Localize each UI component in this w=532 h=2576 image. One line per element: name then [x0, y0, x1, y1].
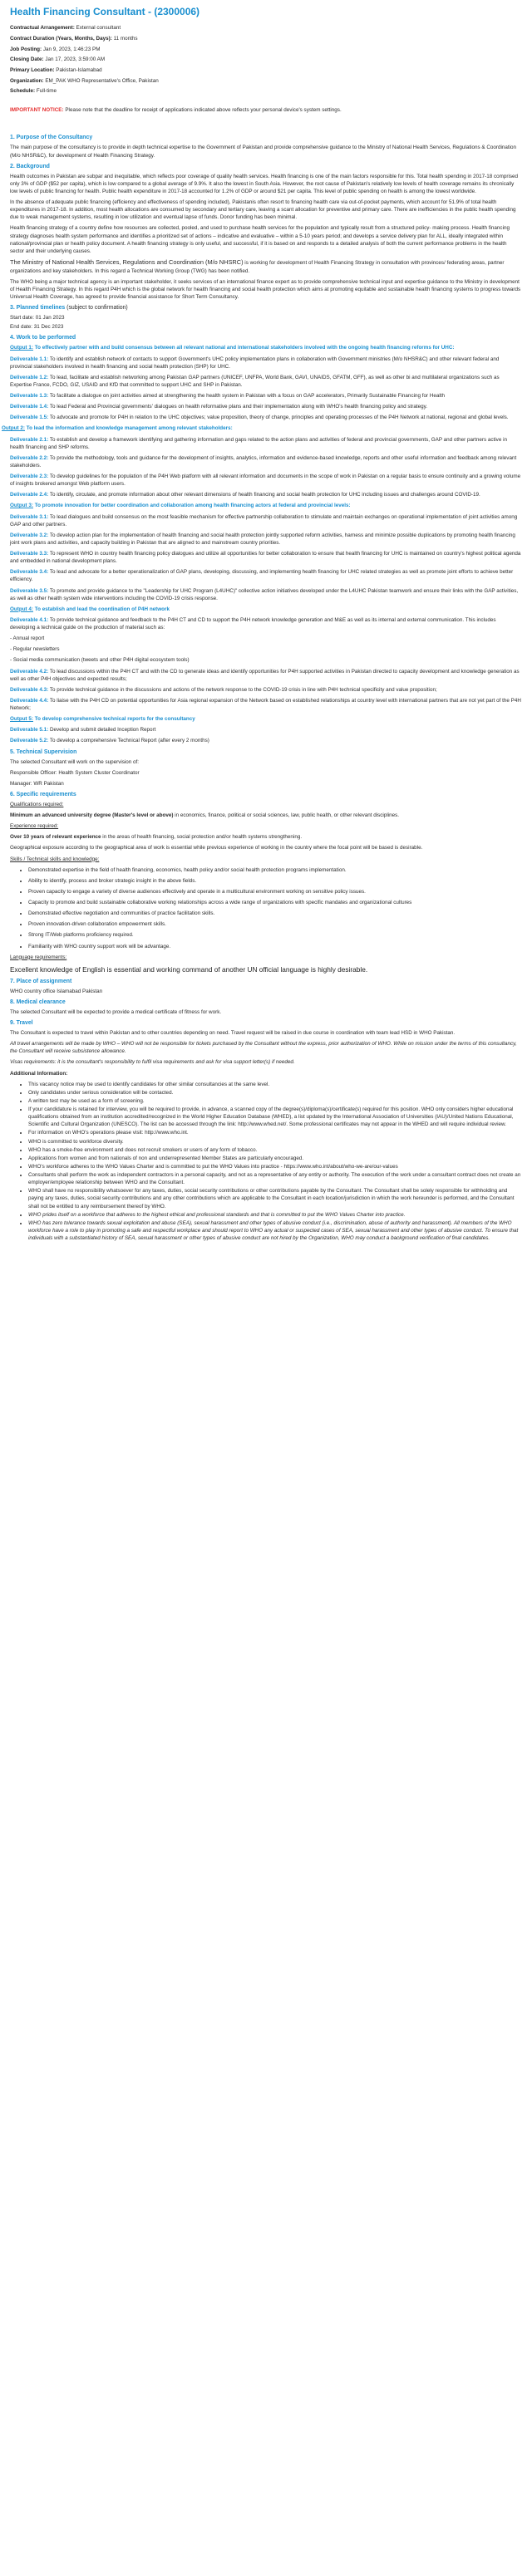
deliverable-text: To provide technical guidance in the discussions and actions of the network response to the COVID-19 crisis in line with P4H technical specificity and value proposition;	[48, 686, 437, 693]
deliverable	[10, 436, 522, 451]
meta-value: Full-time	[36, 88, 57, 95]
meta-row	[10, 87, 522, 95]
deliverable	[10, 403, 522, 410]
deliverable-label: Deliverable 4.2:	[10, 668, 49, 675]
output-label: Output 4:	[10, 606, 33, 612]
section-purpose-heading: 1. Purpose of the Consultancy	[10, 135, 93, 141]
meta-value: EM_PAK WHO Representative's Office, Pakistan	[45, 77, 159, 84]
additional-info-item: • Consultants shall perform the work as independent contractors in a personal capacity, and not as a representative of any entity or authority. The execution of the work under a consultant contract does not create an employer/employee relationship between WHO and the Consultant.	[28, 1171, 522, 1186]
additional-info-item: • WHO prides itself on a workforce that adheres to the highest ethical and professional standards and that is committed to put the WHO Values Charter into practice.	[28, 1211, 522, 1219]
deliverable-label: Deliverable 3.5:	[10, 587, 49, 594]
deliverable-label: Deliverable 2.4:	[10, 492, 49, 498]
output-text: To effectively partner with and build consensus between all relevant national and international stakeholders involved with the ongoing health financing reforms for UHC:	[32, 345, 455, 351]
deliverable-label: Deliverable 3.1:	[10, 513, 49, 520]
deliverable-text: To develop a comprehensive Technical Report (after every 2 months)	[48, 738, 209, 744]
notice-label: IMPORTANT NOTICE:	[10, 107, 64, 114]
meta-value: External consultant	[76, 25, 121, 32]
output-label: Output 2:	[2, 425, 25, 432]
section-medical-heading: 8. Medical clearance	[10, 999, 66, 1005]
meta-value: 11 months	[113, 36, 138, 42]
additional-info-item: • Only candidates under serious consideration will be contacted.	[28, 1089, 522, 1097]
place-text: WHO country office Islamabad Pakistan	[10, 988, 103, 994]
additional-info-item: • If your candidature is retained for interview, you will be required to provide, in advance, a scanned copy of the degree(s)/diploma(s)/certificate(s) required for this position. WHO only considers higher educational qualifications obtained from an institution accredited/recognized in the World Higher Education Database (WHED), a list updated by the International Association of Universities (IAU)/United Nations Educational, Scientific and Cultural Organization (UNESCO). The list can be accessed through the link: http://www.whed.net/. Some professional certificates may not appear in the WHED and will require individual review.	[28, 1106, 522, 1128]
deliverable-text: To lead discussions within the P4H CT and with the CD to generate ideas and identify opportunities for P4H supported activities in Pakistan directed to capacity development and knowledge generation as well as other P4H objectives and expected results;	[10, 668, 520, 682]
additional-info-item: • WHO is committed to workforce diversity.	[28, 1138, 522, 1146]
deliverable-text: To develop action plan for the implementation of health financing and social health protection jointly supported reform activities, harness and minimize possible duplications by promoting health financing joint work plans and activities, and capacity building in Pakistan that are aligned to and mainstream country priorities.	[10, 532, 515, 546]
supervision-p3: Manager: WR Pakistan	[10, 780, 64, 787]
timelines-heading-text: 3. Planned timelines	[10, 305, 66, 312]
deliverable-text: To advocate and promote for P4H in relation to the UHC objectives; value proposition, theory of change, principles and operating processes of the P4H Network at national, regional and global levels.	[48, 415, 509, 421]
deliverable	[10, 616, 522, 631]
deliverable	[10, 726, 522, 734]
skill-item: • Proven capacity to engage a variety of diverse audiences effectively and operate in a multicultural environment working on sensitive policy issues.	[28, 888, 522, 895]
meta-label: Closing Date:	[10, 56, 44, 63]
material-item: - Annual report	[10, 635, 45, 642]
meta-row	[10, 77, 522, 85]
output-heading	[10, 502, 522, 509]
skills-list	[10, 866, 522, 950]
deliverable-label: Deliverable 2.2:	[10, 454, 49, 461]
start-date: Start date: 01 Jan 2023	[10, 315, 65, 321]
supervision-p2: Responsible Officer: Health System Cluster Coordinator	[10, 769, 140, 776]
meta-row	[10, 24, 522, 32]
deliverable-label: Deliverable 1.3:	[10, 393, 49, 399]
deliverable	[10, 374, 522, 389]
deliverable-text: To facilitate a dialogue on joint activities aimed at strengthening the health system in Pakistan with a focus on GAP accelerators, Primarily Sustainable Financing for Health	[48, 393, 446, 399]
output-heading	[2, 424, 522, 432]
deliverable	[10, 587, 522, 602]
deliverable-label: Deliverable 4.1:	[10, 616, 49, 623]
deliverable-label: Deliverable 2.3:	[10, 473, 49, 479]
deliverable-text: To represent WHO in country health financing policy dialogues and utilize all opportunities for better collaboration to ensure that health financing for UHC is maintained on country's highest political agenda and embedded in national development plans.	[10, 551, 521, 565]
travel-p2: All travel arrangements will be made by WHO – WHO will not be responsible for tickets purchased by the Consultant without the express, prior authorization of WHO. While on mission under the terms of this consultancy, the Consultant will receive subsistence allowance.	[10, 1041, 517, 1055]
deliverable-text: To develop guidelines for the population of the P4H Web platform with all relevant information and documents in the scope of work in Pakistan on a regular basis to ensure continuity and a growing volume of insights brokered amongst Web platform users.	[10, 473, 521, 488]
material-item: - Social media communication (tweets and other P4H digital ecosystem tools)	[10, 657, 190, 664]
deliverable-label: Deliverable 1.1:	[10, 356, 49, 362]
meta-row	[10, 66, 522, 74]
meta-label: Organization:	[10, 77, 44, 84]
deliverable-text: To lead Federal and Provincial governments' dialogues on health reformative plans and their implementation along with WHO's health financing policy and strategy.	[48, 404, 428, 410]
additional-info-item: • WHO has zero tolerance towards sexual exploitation and abuse (SEA), sexual harassment and other types of abusive conduct (i.e., discrimination, abuse of authority and harassment). All members of the WHO workforce have a role to play in promoting a safe and respectful workplace and should report to WHO any actual or suspected cases of SEA, sexual harassment and other types of abusive conduct. To ensure that individuals with a substantiated history of SEA, sexual harassment or other types of abusive conduct are not hired by the Organization, WHO may conduct a background verification of final candidates.	[28, 1219, 522, 1242]
deliverable-text: To establish and develop a framework identifying and gathering information and gaps related to the action plans and activities of federal and provincial governments, GAP and other partners active in health financing and SHP reforms.	[10, 436, 507, 450]
experience-text	[10, 833, 522, 841]
section-supervision-heading: 5. Technical Supervision	[10, 748, 77, 755]
output-text: To promote innovation for better coordination and collaboration among health financing actors at federal and provincial levels:	[32, 503, 351, 509]
output-text: To establish and lead the coordination of P4H network	[32, 606, 170, 612]
deliverable	[10, 356, 522, 370]
meta-label: Primary Location:	[10, 66, 55, 73]
travel-p1: The Consultant is expected to travel within Pakistan and to other countries depending on need. Travel request will be raised in due course in coordination with team lead HSD in WHO Pakistan.	[10, 1030, 456, 1037]
section-background-heading: 2. Background	[10, 163, 50, 169]
deliverable-label: Deliverable 5.2:	[10, 738, 49, 744]
skill-item: • Ability to identify, process and broker strategic insight in the above fields.	[28, 877, 522, 885]
deliverable-text: To lead dialogues and build consensus on the most feasible mechanism for effective partnership collaboration to stimulate and maintain exchanges on operational implementation of joint activities among GAP and other partners.	[10, 513, 518, 527]
meta-label: Schedule:	[10, 88, 36, 95]
meta-label: Job Posting:	[10, 46, 42, 52]
notice-text: Please note that the deadline for receipt of applications indicated above reflects your personal device's system settings.	[63, 107, 342, 114]
deliverable	[10, 532, 522, 547]
skill-item: • Demonstrated expertise in the field of health financing, economics, health policy and/or social health protection programs implementation.	[28, 866, 522, 874]
deliverable-label: Deliverable 3.2:	[10, 532, 49, 538]
material-item: - Regular newsletters	[10, 646, 60, 653]
deliverable	[10, 568, 522, 583]
section-requirements-heading: 6. Specific requirements	[10, 791, 76, 797]
important-notice	[10, 106, 522, 114]
output-label: Output 5:	[10, 716, 33, 723]
job-meta	[10, 24, 522, 95]
section-travel-heading: 9. Travel	[10, 1020, 33, 1027]
deliverable-text: To lead, facilitate and establish networking among Pakistan GAP partners (UNICEF, UNFPA, World Bank, GAVI, UNAIDS, GFATM, GFF), as well as other bi and multilateral organizations such as Expertise France, FCDO, GIZ, USAID and KfD that committed to support UHC and SHP in Pakistan.	[10, 374, 500, 388]
meta-label: Contractual Arrangement:	[10, 25, 75, 32]
purpose-text: The main purpose of the consultancy is to provide in depth technical expertise to the Government of Pakistan and provide comprehensive guidance to the Ministry of National Health Services, Regulations & Coordination (M/o NHSR&C), for development of Health Financing Strategy.	[10, 145, 517, 159]
deliverable-label: Deliverable 1.4:	[10, 404, 49, 410]
deliverable-label: Deliverable 1.5:	[10, 415, 49, 421]
meta-row	[10, 46, 522, 53]
qualifications-bold: Minimum an advanced university degree (Master's level or above)	[10, 812, 174, 818]
meta-value: Jan 17, 2023, 3:59:00 AM	[45, 56, 106, 63]
section-timelines-heading	[10, 304, 522, 312]
background-p4	[10, 258, 522, 275]
section-work-heading: 4. Work to be performed	[10, 335, 76, 341]
output-heading	[10, 606, 522, 613]
additional-info-item: • This vacancy notice may be used to identify candidates for other similar consultancies at the same level.	[28, 1081, 522, 1088]
page-title: Health Financing Consultant - (2300006)	[10, 6, 200, 17]
skill-item: • Demonstrated effective negotiation and communities of practice facilitation skills.	[28, 910, 522, 917]
deliverable	[10, 668, 522, 683]
medical-text: The selected Consultant will be expected to provide a medical certificate of fitness for work.	[10, 1008, 222, 1015]
additional-info-item: • WHO's workforce adheres to the WHO Values Charter and is committed to put the WHO Values into practice - https://www.who.int/about/who-we-are/our-values	[28, 1163, 522, 1170]
qualifications-text	[10, 812, 522, 819]
deliverable	[10, 454, 522, 469]
meta-value: Jan 9, 2023, 1:46:23 PM	[42, 46, 101, 52]
experience-p2: Geographical exposure according to the geographical area of work is essential while previous experience of working in the country where the focal point will be based is desirable.	[10, 845, 423, 851]
section-place-heading: 7. Place of assignment	[10, 978, 72, 984]
end-date: End date: 31 Dec 2023	[10, 324, 64, 331]
deliverable-text: To provide the methodology, tools and guidance for the development of insights, analytics, information and evidence-based knowledge, reports and other useful information and feedback among relevant stakeholders.	[10, 454, 517, 469]
additional-info-item: • WHO has a smoke-free environment and does not recruit smokers or users of any form of tobacco.	[28, 1146, 522, 1154]
output-heading	[10, 715, 522, 723]
deliverable	[10, 550, 522, 565]
deliverable-label: Deliverable 2.1:	[10, 436, 49, 443]
additional-info-item: • Applications from women and from nationals of non and underrepresented Member States are particularly encouraged.	[28, 1155, 522, 1162]
qualifications-label: Qualifications required:	[10, 801, 64, 807]
deliverable	[10, 414, 522, 421]
meta-row	[10, 56, 522, 63]
deliverable	[10, 392, 522, 400]
work-list	[2, 344, 522, 744]
deliverable-text: Develop and submit detailed Inception Report	[48, 727, 156, 734]
background-p1: Health outcomes in Pakistan are subpar and inequitable, which reflects poor coverage of quality health services. Health financing is one of the main factors responsible for this. Total health spending in 2017-18 comprised only 3% of GDP ($52 per capita), which is low compared to a global average of 9.9%. It also the lowest in South Asia. However, the root cause of Pakistan's relatively low levels of health coverage remains its chronically low levels of public financing for health. Public health expenditure in 2017-18 accounted for 1.2% of GDP or around $21 per capita. This level of public spending on health is among the lowest worldwide.	[10, 173, 519, 194]
deliverable-label: Deliverable 4.4:	[10, 697, 49, 704]
meta-value: Pakistan-Islamabad	[56, 66, 102, 73]
output-label: Output 3:	[10, 503, 33, 509]
deliverable	[10, 491, 522, 498]
deliverable-label: Deliverable 1.2:	[10, 374, 49, 380]
deliverable	[10, 737, 522, 744]
output-text: To lead the information and knowledge management among relevant stakeholders:	[24, 425, 233, 432]
output-text: To develop comprehensive technical reports for the consultancy	[32, 716, 195, 723]
deliverable-text: To promote and provide guidance to the "Leadership for UHC Program (L4UHC)" collective action initiatives developed under the L4UHC Pakistan teamwork and ensure their links with the GAP activities, as well as other health system wide interventions including the COVID-19 crisis response.	[10, 587, 519, 601]
additional-info-label: Additional Information:	[10, 1070, 68, 1077]
additional-info-list	[10, 1081, 522, 1243]
skill-item: • Familiarity with WHO country support work will be advantage.	[28, 943, 522, 950]
output-heading	[10, 344, 522, 351]
skills-label: Skills / Technical skills and knowledge:	[10, 856, 100, 862]
background-p2: In the absence of adequate public financing (efficiency and effectiveness of spending included), Pakistanis often resort to financing health care via out-of-pocket payments, which account for 51.9% of total health expenditures in 2017-18. In addition, most health allocations are consumed by secondary and tertiary care, leaving a scant allocation for preventive and primary care. There are inefficiencies in the public health spending due to weak management systems, resulting in low utilization and eventual lapse of funds. Donor funding has been minimal.	[10, 199, 516, 221]
deliverable-label: Deliverable 3.3:	[10, 551, 49, 557]
experience-rest: in the areas of health financing, social protection and/or health systems strengthening.	[101, 834, 303, 841]
additional-info-item: • A written test may be used as a form of screening.	[28, 1097, 522, 1105]
deliverable-text: To identify and establish network of contacts to support Government's UHC policy implementation plans in collaboration with Government ministries (M/o NHSR&C) and other relevant federal and provincial stakeholders involved in health financing and social health protection (SHP) for UHC.	[10, 356, 500, 370]
deliverable-label: Deliverable 3.4:	[10, 569, 49, 576]
deliverable	[10, 686, 522, 694]
deliverable	[10, 697, 522, 712]
experience-bold: Over 10 years of relevant experience	[10, 834, 101, 841]
deliverable-text: To provide technical guidance and feedback to the P4H CT and CD to support the P4H network knowledge generation and M&E as well as its internal and external communication. This includes developing a technical guide on the production of material such as:	[10, 616, 496, 631]
qualifications-rest: in economics, finance, political or social sciences, law, public health, or other relevant disciplines.	[173, 812, 400, 818]
deliverable-text: To identify, circulate, and promote information about other relevant dimensions of health financing and social health protection for UHC including issues and challenges around COVID-19.	[48, 492, 480, 498]
deliverable-label: Deliverable 4.3:	[10, 686, 49, 693]
deliverable-text: To lead and advocate for a better operationalization of GAP plans, developing, discussing, and implementing health financing for UHC related strategies as well as promote joint efforts to achieve better efficiency.	[10, 569, 514, 583]
timelines-note: (subject to confirmation)	[65, 305, 128, 312]
deliverable-label: Deliverable 5.1:	[10, 727, 49, 734]
deliverable	[10, 473, 522, 488]
skill-item: • Proven innovation-driven collaboration empowerment skills.	[28, 920, 522, 928]
additional-info-item: • For information on WHO's operations please visit: http://www.who.int.	[28, 1129, 522, 1136]
supervision-p1: The selected Consultant will work on the supervision of:	[10, 758, 140, 765]
experience-label: Experience required:	[10, 823, 59, 830]
deliverable	[10, 513, 522, 528]
background-p4-text: is working for development of Health Financing Strategy in consultation with provinces/ federating areas, partner organizations and key stakeholders. In this regard a Technical Working Group (TWG) has been notified.	[10, 259, 505, 274]
language-text: Excellent knowledge of English is essential and working command of another UN official language is highly desirable.	[10, 964, 368, 974]
background-p5: The WHO being a major technical agency is an important stakeholder, it seeks services of an international finance expert as to provide comprehensive technical input and expertise guidance to the Ministry in development of Health Financing Strategy. In this regard P4H which is the global network for health financing and social health protection which aims at promoting equitable and sustainable health financing systems to progress towards Universal Health Coverage, has agreed to provide financial assistance for Short Term Consultancy.	[10, 278, 521, 300]
travel-p3: Visas requirements: it is the consultant's responsibility to fulfil visa requirements and ask for visa support letter(s) if needed.	[10, 1059, 295, 1066]
skill-item: • Capacity to promote and build sustainable collaborative working relationships across a wide range of organizations with specific mandates and organizational cultures	[28, 899, 522, 906]
ministry-name: The Ministry of National Health Services, Regulations and Coordination (M/o NHSRC)	[10, 258, 244, 266]
meta-label: Contract Duration (Years, Months, Days):	[10, 36, 112, 42]
deliverable-text: To liaise with the P4H CD on potential opportunities for Asia regional expansion of the Network based on established relationships at country level with international partners that are not yet part of the P4H Network;	[10, 697, 521, 711]
language-label: Language requirements:	[10, 954, 67, 960]
background-p3: Health financing strategy of a country define how resources are collected, pooled, and used to purchase health services for the population and typically result from a structured policy- making process. Health financing strategy diagnoses health system performance and identifies a prioritized set of actions – indicative and evaluative – within a 5-10 years period; and develops a service delivery plan for ALL, ideally integrated within national/provincial plan or health policy document. A health financing strategy is only useful, and successful, if it is based on and responds to a detailed analysis of both the current performance problems in the health sector and their underlying causes.	[10, 225, 510, 254]
skill-item: • Strong IT/Web platforms proficiency required.	[28, 931, 522, 939]
meta-row	[10, 35, 522, 42]
additional-info-item: • WHO shall have no responsibility whatsoever for any taxes, duties, social security contributions or other contributions payable by the Consultant. The Consultant shall be solely responsible for withholding and paying any taxes, duties, social security contributions and any other contributions which are applicable to the Consultant in each location/jurisdiction in which the work hereunder is performed, and the Consultant shall not be entitled to any reimbursement thereof by WHO.	[28, 1187, 522, 1209]
output-label: Output 1:	[10, 345, 33, 351]
page	[0, 0, 532, 1270]
